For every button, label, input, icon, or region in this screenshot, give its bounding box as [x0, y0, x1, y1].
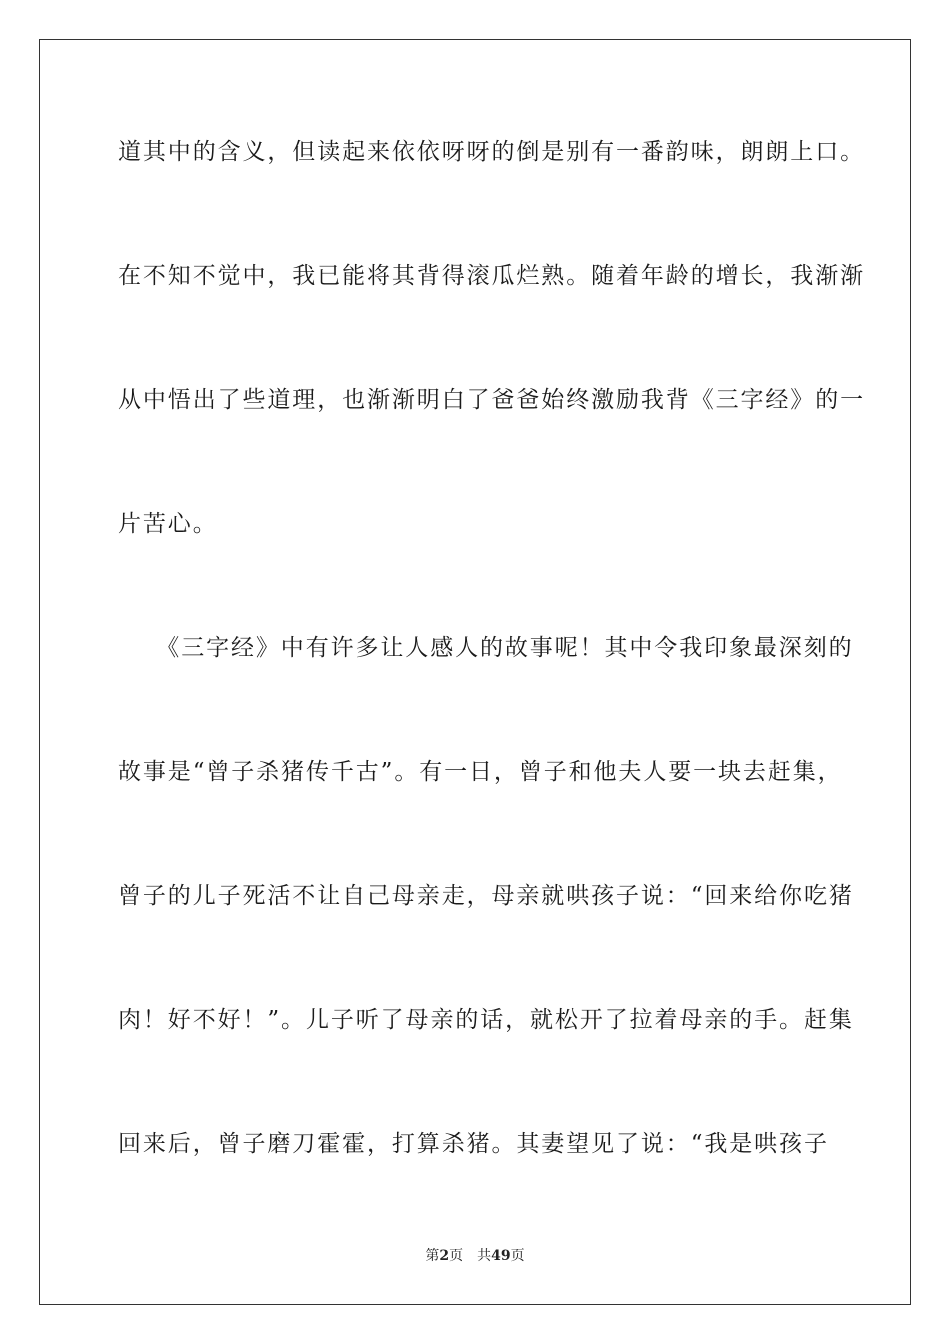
footer-page-prefix: 第: [425, 1248, 440, 1264]
page-border: [39, 39, 911, 1305]
text-line-2: 在不知不觉中，我已能将其背得滚瓜烂熟。随着年龄的增长，我渐渐: [118, 263, 865, 289]
text-line-9: 回来后，曾子磨刀霍霍，打算杀猪。其妻望见了说：“我是哄孩子: [118, 1131, 829, 1157]
text-line-1: 道其中的含义，但读起来依依呀呀的倒是别有一番韵味，朗朗上口。: [118, 139, 865, 165]
text-line-7: 曾子的儿子死活不让自己母亲走，母亲就哄孩子说：“回来给你吃猪: [118, 883, 854, 909]
footer-total-suffix: 页: [510, 1248, 525, 1264]
text-line-8: 肉！好不好！”。儿子听了母亲的话，就松开了拉着母亲的手。赶集: [118, 1007, 854, 1033]
footer-page-number: 2: [439, 1248, 450, 1264]
text-line-6: 故事是“曾子杀猪传千古”。有一日，曾子和他夫人要一块去赶集，: [118, 759, 843, 785]
footer-total-pages: 49: [491, 1248, 511, 1264]
footer-page-suffix: 页: [449, 1248, 464, 1264]
text-line-3: 从中悟出了些道理，也渐渐明白了爸爸始终激励我背《三字经》的一: [118, 387, 865, 413]
text-line-4: 片苦心。: [118, 511, 218, 537]
footer-total-prefix: 共: [477, 1248, 492, 1264]
text-line-5: 《三字经》中有许多让人感人的故事呢！其中令我印象最深刻的: [118, 635, 854, 661]
page-footer: [0, 1247, 950, 1265]
